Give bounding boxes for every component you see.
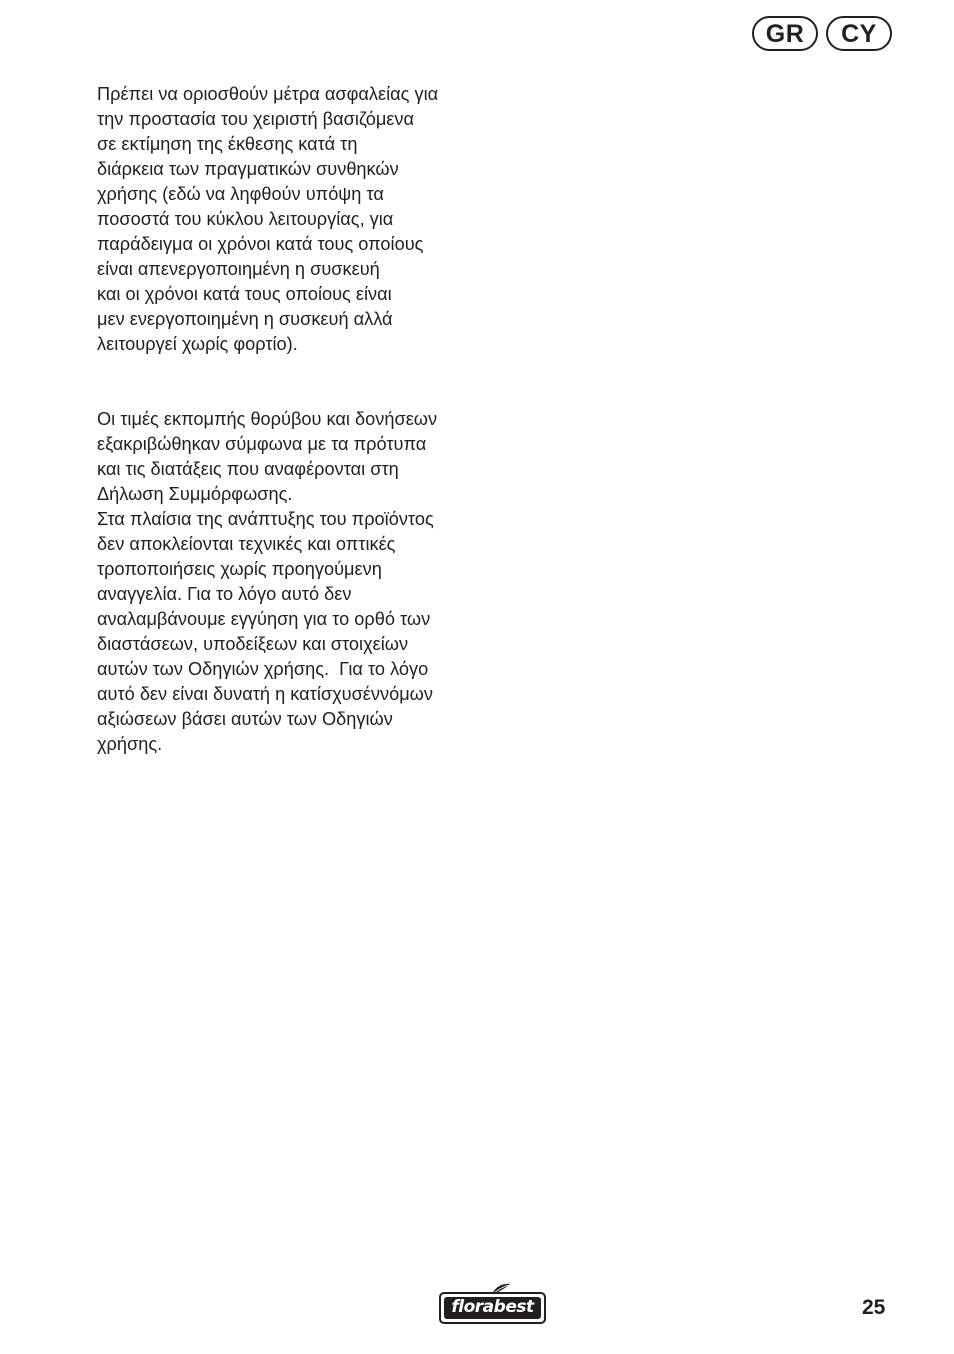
text-line: χρήσης. — [97, 734, 163, 754]
text-line: αναγγελία. Για το λόγο αυτό δεν — [97, 584, 352, 604]
text-line: αυτών των Οδηγιών χρήσης. Για το λόγο — [97, 659, 429, 679]
text-line: τροποποιήσεις χωρίς προηγούμενη — [97, 559, 382, 579]
florabest-logo — [439, 1283, 549, 1327]
text-line: παράδειγμα οι χρόνοι κατά τους οποίους — [97, 234, 424, 254]
text-line: Στα πλαίσια της ανάπτυξης του προϊόντος — [97, 509, 434, 529]
logo-frame — [439, 1292, 546, 1324]
text-line: διάρκεια των πραγματικών συνθηκών — [97, 159, 399, 179]
text-line: Δήλωση Συμμόρφωσης. — [97, 484, 293, 504]
text-line: δεν αποκλείονται τεχνικές και οπτικές — [97, 534, 396, 554]
page-number: 25 — [862, 1296, 886, 1319]
language-badge-gr: GR — [752, 16, 818, 51]
text-line: αυτό δεν είναι δυνατή η κατίσχυσέννόμων — [97, 684, 433, 704]
text-line: Πρέπει να οριοσθούν μέτρα ασφαλείας για — [97, 84, 439, 104]
text-line: αξιώσεων βάσει αυτών των Οδηγιών — [97, 709, 393, 729]
text-line: Οι τιμές εκπομπής θορύβου και δονήσεων — [97, 409, 438, 429]
text-line: και οι χρόνοι κατά τους οποίους είναι — [97, 284, 392, 304]
text-line: την προστασία του χειριστή βασιζόμενα — [97, 109, 415, 129]
logo-wordmark: florabest — [451, 1297, 534, 1317]
text-line: και τις διατάξεις που αναφέρονται στη — [97, 459, 399, 479]
text-line: αναλαμβάνουμε εγγύηση για το ορθό των — [97, 609, 431, 629]
text-line: χρήσης (εδώ να ληφθούν υπόψη τα — [97, 184, 384, 204]
text-line: εξακριβώθηκαν σύμφωνα με τα πρότυπα — [97, 434, 427, 454]
text-line: μεν ενεργοποιημένη η συσκευή αλλά — [97, 309, 393, 329]
language-badge-cy: CY — [826, 16, 892, 51]
paragraph-noise-vibration — [97, 407, 507, 757]
language-badges — [752, 16, 892, 51]
text-line: είναι απενεργοποιημένη η συσκευή — [97, 259, 380, 279]
text-line: λειτουργεί χωρίς φορτίο). — [97, 334, 298, 354]
logo-plate — [444, 1297, 541, 1319]
paragraph-safety-measures — [97, 82, 507, 357]
text-line: διαστάσεων, υποδείξεων και στοιχείων — [97, 634, 409, 654]
text-line: ποσοστά του κύκλου λειτουργίας, για — [97, 209, 394, 229]
text-line: σε εκτίμηση της έκθεσης κατά τη — [97, 134, 358, 154]
